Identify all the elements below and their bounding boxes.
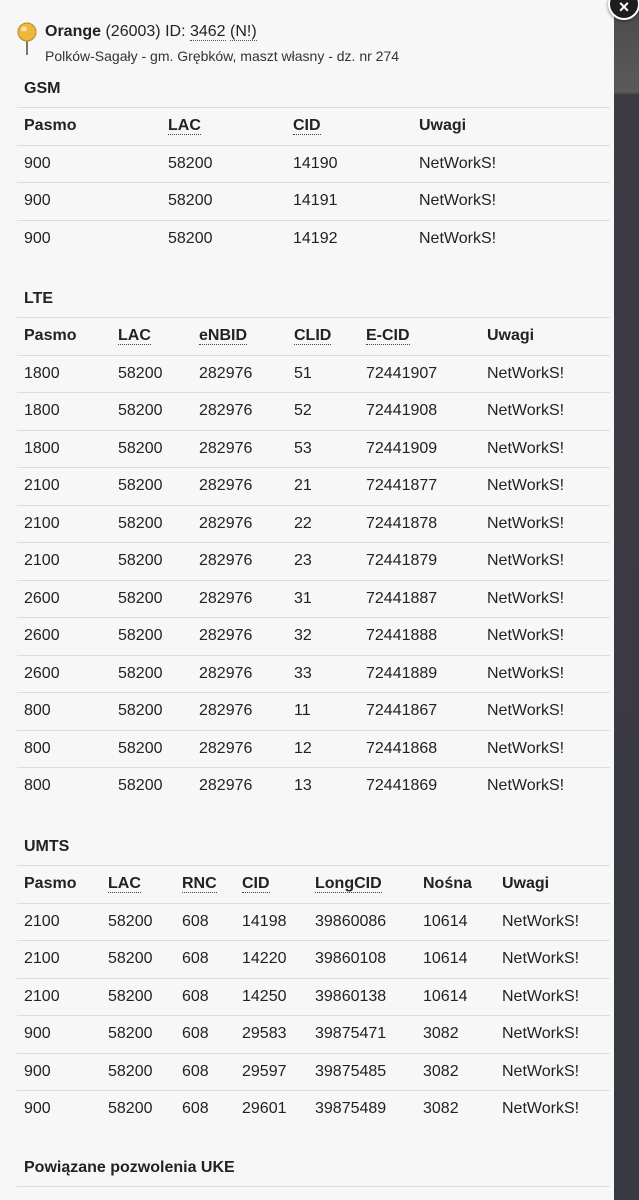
- table-header-row: [17, 108, 610, 146]
- table-row: [17, 1053, 610, 1091]
- station-location: Polków-Sagały - gm. Grębków, maszt własny - dz. nr 274: [45, 48, 400, 64]
- table-cell: NetWorkS!: [480, 730, 610, 768]
- table-cell: 608: [175, 903, 235, 941]
- column-header: LongCID: [308, 866, 416, 904]
- new-flag: (N!): [230, 23, 257, 40]
- table-cell: 31: [287, 580, 359, 618]
- table-cell: 282976: [192, 693, 287, 731]
- table-row: [17, 768, 610, 805]
- table-cell: 900: [17, 1091, 101, 1128]
- close-button[interactable]: ×: [608, 0, 639, 20]
- table-cell: 3082: [416, 1091, 495, 1128]
- table-cell: 1800: [17, 355, 111, 393]
- table-cell: 29601: [235, 1091, 308, 1128]
- table-row: [17, 693, 610, 731]
- column-header: eNBID: [192, 318, 287, 356]
- table-cell: 58200: [111, 768, 192, 805]
- table-row: [17, 941, 610, 979]
- table-cell: 52: [287, 393, 359, 431]
- table-cell: 282976: [192, 543, 287, 581]
- table-cell: 58200: [111, 505, 192, 543]
- table-cell: 14191: [286, 183, 412, 221]
- table-cell: 900: [17, 1053, 101, 1091]
- table-cell: 608: [175, 1053, 235, 1091]
- gsm-section-title: GSM: [24, 80, 61, 97]
- table-row: [17, 1016, 610, 1054]
- table-cell: 1800: [17, 393, 111, 431]
- table-cell: 58200: [161, 183, 286, 221]
- table-row: [17, 393, 610, 431]
- umts-table: [17, 865, 610, 1128]
- column-header: LAC: [161, 108, 286, 146]
- table-cell: 282976: [192, 580, 287, 618]
- table-cell: 58200: [101, 903, 175, 941]
- table-row: [17, 903, 610, 941]
- table-cell: 12: [287, 730, 359, 768]
- table-row: [17, 580, 610, 618]
- table-cell: 10614: [416, 941, 495, 979]
- column-header: CID: [286, 108, 412, 146]
- table-cell: 2100: [17, 505, 111, 543]
- table-cell: NetWorkS!: [480, 543, 610, 581]
- table-cell: 2600: [17, 580, 111, 618]
- column-header: LAC: [101, 866, 175, 904]
- table-cell: NetWorkS!: [480, 355, 610, 393]
- column-header: CID: [235, 866, 308, 904]
- table-cell: 282976: [192, 355, 287, 393]
- column-header: Uwagi: [412, 108, 610, 146]
- lte-table: [17, 317, 610, 805]
- table-row: [17, 505, 610, 543]
- table-cell: 800: [17, 693, 111, 731]
- table-cell: 58200: [111, 580, 192, 618]
- table-cell: 282976: [192, 393, 287, 431]
- table-cell: 22: [287, 505, 359, 543]
- table-cell: NetWorkS!: [495, 1091, 610, 1128]
- table-cell: 39860108: [308, 941, 416, 979]
- table-header-row: [17, 318, 610, 356]
- table-cell: NetWorkS!: [480, 580, 610, 618]
- table-row: [17, 730, 610, 768]
- table-cell: 72441868: [359, 730, 480, 768]
- station-id: 3462: [189, 23, 226, 40]
- table-cell: NetWorkS!: [495, 903, 610, 941]
- table-cell: 33: [287, 655, 359, 693]
- table-cell: 2100: [17, 903, 101, 941]
- table-cell: 72441887: [359, 580, 480, 618]
- table-cell: 800: [17, 730, 111, 768]
- table-row: [17, 430, 610, 468]
- table-cell: 32: [287, 618, 359, 656]
- station-header: [45, 23, 257, 41]
- column-header: Uwagi: [480, 318, 610, 356]
- table-cell: 39860138: [308, 978, 416, 1016]
- table-cell: 2600: [17, 655, 111, 693]
- table-cell: 72441869: [359, 768, 480, 805]
- table-cell: 58200: [111, 393, 192, 431]
- table-cell: 58200: [161, 145, 286, 183]
- table-cell: 58200: [111, 468, 192, 506]
- table-cell: NetWorkS!: [480, 618, 610, 656]
- table-cell: 23: [287, 543, 359, 581]
- table-cell: 58200: [111, 693, 192, 731]
- table-cell: 72441908: [359, 393, 480, 431]
- table-cell: 900: [17, 220, 161, 257]
- table-cell: 900: [17, 1016, 101, 1054]
- table-cell: 29583: [235, 1016, 308, 1054]
- table-cell: 900: [17, 145, 161, 183]
- table-cell: 10614: [416, 978, 495, 1016]
- table-cell: NetWorkS!: [412, 183, 610, 221]
- table-cell: 58200: [111, 655, 192, 693]
- table-cell: NetWorkS!: [480, 655, 610, 693]
- column-header: Pasmo: [17, 318, 111, 356]
- table-cell: 39875489: [308, 1091, 416, 1128]
- table-cell: 72441889: [359, 655, 480, 693]
- table-cell: NetWorkS!: [480, 768, 610, 805]
- table-cell: 282976: [192, 768, 287, 805]
- table-row: [17, 655, 610, 693]
- gsm-table: [17, 107, 610, 257]
- table-cell: 72441907: [359, 355, 480, 393]
- umts-section-title: UMTS: [24, 838, 70, 855]
- table-cell: 608: [175, 1016, 235, 1054]
- table-cell: 2100: [17, 468, 111, 506]
- column-header: Pasmo: [17, 866, 101, 904]
- table-cell: 58200: [111, 430, 192, 468]
- table-cell: NetWorkS!: [495, 978, 610, 1016]
- table-cell: 14192: [286, 220, 412, 257]
- table-cell: 282976: [192, 655, 287, 693]
- table-cell: 3082: [416, 1053, 495, 1091]
- table-cell: NetWorkS!: [495, 941, 610, 979]
- map-pin-icon: [16, 22, 38, 56]
- table-cell: 10614: [416, 903, 495, 941]
- table-cell: 58200: [111, 618, 192, 656]
- table-cell: 72441878: [359, 505, 480, 543]
- column-header: Pasmo: [17, 108, 161, 146]
- table-cell: NetWorkS!: [412, 145, 610, 183]
- table-cell: 72441879: [359, 543, 480, 581]
- table-cell: NetWorkS!: [480, 430, 610, 468]
- table-cell: 58200: [101, 941, 175, 979]
- table-cell: 282976: [192, 468, 287, 506]
- table-cell: 58200: [101, 978, 175, 1016]
- table-cell: 2100: [17, 941, 101, 979]
- table-cell: 900: [17, 183, 161, 221]
- table-cell: 72441888: [359, 618, 480, 656]
- table-cell: NetWorkS!: [495, 1053, 610, 1091]
- table-cell: 21: [287, 468, 359, 506]
- table-row: [17, 1091, 610, 1128]
- table-cell: 2600: [17, 618, 111, 656]
- table-cell: 39875485: [308, 1053, 416, 1091]
- table-cell: 14190: [286, 145, 412, 183]
- table-cell: 11: [287, 693, 359, 731]
- table-cell: 13: [287, 768, 359, 805]
- table-row: [17, 355, 610, 393]
- table-cell: 282976: [192, 430, 287, 468]
- table-cell: 39860086: [308, 903, 416, 941]
- table-cell: 72441909: [359, 430, 480, 468]
- table-cell: 282976: [192, 505, 287, 543]
- table-cell: NetWorkS!: [480, 693, 610, 731]
- table-cell: NetWorkS!: [480, 505, 610, 543]
- column-header: E-CID: [359, 318, 480, 356]
- table-cell: 608: [175, 978, 235, 1016]
- table-cell: 608: [175, 941, 235, 979]
- table-row: [17, 543, 610, 581]
- lte-section-title: LTE: [24, 290, 54, 307]
- table-cell: NetWorkS!: [495, 1016, 610, 1054]
- table-row: [17, 468, 610, 506]
- table-row: [17, 145, 610, 183]
- divider: [17, 1186, 610, 1187]
- table-cell: 14220: [235, 941, 308, 979]
- table-cell: NetWorkS!: [480, 393, 610, 431]
- table-cell: 2100: [17, 543, 111, 581]
- table-header-row: [17, 866, 610, 904]
- table-row: [17, 978, 610, 1016]
- table-cell: 58200: [101, 1091, 175, 1128]
- table-cell: 51: [287, 355, 359, 393]
- table-cell: 58200: [101, 1053, 175, 1091]
- table-cell: 2100: [17, 978, 101, 1016]
- uke-permits-title: Powiązane pozwolenia UKE: [24, 1159, 235, 1176]
- id-label: ID:: [165, 23, 186, 40]
- map-backdrop: [614, 0, 639, 1200]
- table-cell: 14250: [235, 978, 308, 1016]
- column-header: LAC: [111, 318, 192, 356]
- table-cell: NetWorkS!: [480, 468, 610, 506]
- table-cell: 800: [17, 768, 111, 805]
- network-code: (26003): [105, 23, 161, 40]
- table-cell: 72441867: [359, 693, 480, 731]
- table-cell: 58200: [101, 1016, 175, 1054]
- table-cell: 72441877: [359, 468, 480, 506]
- table-row: [17, 183, 610, 221]
- table-cell: 58200: [161, 220, 286, 257]
- table-row: [17, 220, 610, 257]
- table-cell: 58200: [111, 355, 192, 393]
- table-cell: 608: [175, 1091, 235, 1128]
- table-cell: NetWorkS!: [412, 220, 610, 257]
- operator-name: Orange: [45, 23, 102, 40]
- table-cell: 53: [287, 430, 359, 468]
- table-row: [17, 618, 610, 656]
- table-cell: 58200: [111, 730, 192, 768]
- table-cell: 3082: [416, 1016, 495, 1054]
- column-header: Uwagi: [495, 866, 610, 904]
- column-header: Nośna: [416, 866, 495, 904]
- table-cell: 282976: [192, 730, 287, 768]
- column-header: CLID: [287, 318, 359, 356]
- table-cell: 39875471: [308, 1016, 416, 1054]
- column-header: RNC: [175, 866, 235, 904]
- table-cell: 29597: [235, 1053, 308, 1091]
- table-cell: 1800: [17, 430, 111, 468]
- table-cell: 282976: [192, 618, 287, 656]
- table-cell: 58200: [111, 543, 192, 581]
- table-cell: 14198: [235, 903, 308, 941]
